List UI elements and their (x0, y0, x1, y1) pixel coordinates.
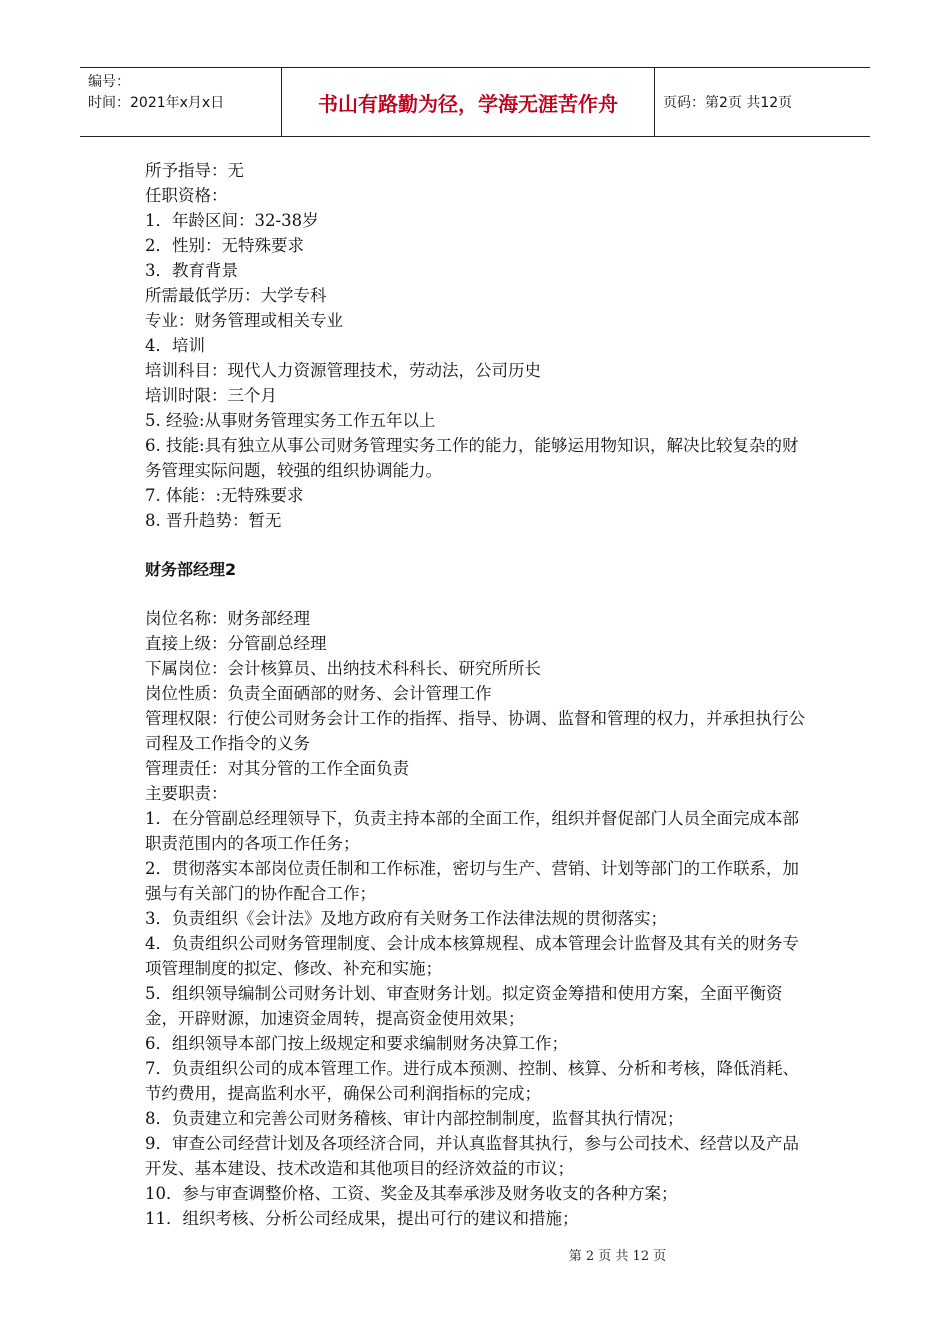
paragraph: 6. 技能:具有独立从事公司财务管理实务工作的能力，能够运用物知识，解决比较复杂的财务管理实际问题，较强的组织协调能力。 (145, 436, 799, 480)
paragraph: 3．负责组织《会计法》及地方政府有关财务工作法律法规的贯彻落实； (145, 909, 667, 928)
paragraph: 所需最低学历：大学专科 (145, 286, 327, 305)
paragraph: 岗位性质：负责全面硒部的财务、会计管理工作 (145, 684, 492, 703)
paragraph: 9．审查公司经营计划及各项经济合同，并认真监督其执行，参与公司技术、经营以及产品开发、基本建设、技术改造和其他项目的经济效益的市议； (145, 1134, 799, 1178)
paragraph: 10．参与审查调整价格、工资、奖金及其奉承涉及财务收支的各种方案； (145, 1184, 678, 1203)
paragraph: 8. 晋升趋势：暂无 (145, 511, 282, 530)
paragraph: 5．组织领导编制公司财务计划、审查财务计划。拟定资金筹措和使用方案，全面平衡资金，开辟财源，加速资金周转，提高资金使用效果； (145, 984, 783, 1028)
date-label: 时间：2021年x月x日 (88, 95, 225, 111)
paragraph: 主要职责： (145, 784, 228, 803)
paragraph: 3．教育背景 (145, 261, 238, 280)
paragraph: 8．负责建立和完善公司财务稽核、审计内部控制制度，监督其执行情况； (145, 1109, 684, 1128)
paragraph: 培训科目：现代人力资源管理技术，劳动法，公司历史 (145, 361, 541, 380)
section-title: 财务部经理2 (145, 560, 237, 579)
paragraph: 直接上级：分管副总经理 (145, 634, 327, 653)
header-meta (80, 68, 282, 136)
paragraph: 岗位名称：财务部经理 (145, 609, 310, 628)
header-motto: 书山有路勤为径，学海无涯苦作舟 (282, 68, 655, 136)
paragraph: 任职资格： (145, 186, 228, 205)
paragraph: 5. 经验:从事财务管理实务工作五年以上 (145, 411, 436, 430)
paragraph: 所予指导：无 (145, 161, 244, 180)
paragraph: 6．组织领导本部门按上级规定和要求编制财务决算工作； (145, 1034, 568, 1053)
paragraph: 2．性别：无特殊要求 (145, 236, 304, 255)
page-footer: 第 2 页 共 12 页 (568, 1249, 667, 1264)
paragraph: 4．负责组织公司财务管理制度、会计成本核算规程、成本管理会计监督及其有关的财务专项管理制度的拟定、修改、补充和实施； (145, 934, 799, 978)
paragraph: 专业：财务管理或相关专业 (145, 311, 343, 330)
paragraph: 2．贯彻落实本部岗位责任制和工作标准，密切与生产、营销、计划等部门的工作联系，加强与有关部门的协作配合工作； (145, 859, 799, 903)
paragraph: 培训时限：三个月 (145, 386, 277, 405)
header-page-number: 页码：第2页 共12页 (663, 95, 793, 111)
paragraph: 下属岗位：会计核算员、出纳技术科科长、研究所所长 (145, 659, 541, 678)
paragraph: 7. 体能：:无特殊要求 (145, 486, 304, 505)
code-label: 编号： (88, 74, 130, 90)
paragraph: 11．组织考核、分析公司经成果，提出可行的建议和措施； (145, 1209, 579, 1228)
paragraph: 7．负责组织公司的成本管理工作。进行成本预测、控制、核算、分析和考核，降低消耗、节约费用，提高监利水平，确保公司利润指标的完成； (145, 1059, 799, 1103)
page-header (80, 67, 870, 137)
document-body (145, 158, 810, 1231)
paragraph: 管理权限：行使公司财务会计工作的指挥、指导、协调、监督和管理的权力，并承担执行公司程及工作指令的义务 (145, 709, 805, 753)
paragraph: 1．年龄区间：32-38岁 (145, 211, 319, 230)
paragraph: 1．在分管副总经理领导下，负责主持本部的全面工作，组织并督促部门人员全面完成本部职责范围内的各项工作任务； (145, 809, 799, 853)
paragraph: 管理责任：对其分管的工作全面负责 (145, 759, 409, 778)
paragraph: 4．培训 (145, 336, 205, 355)
